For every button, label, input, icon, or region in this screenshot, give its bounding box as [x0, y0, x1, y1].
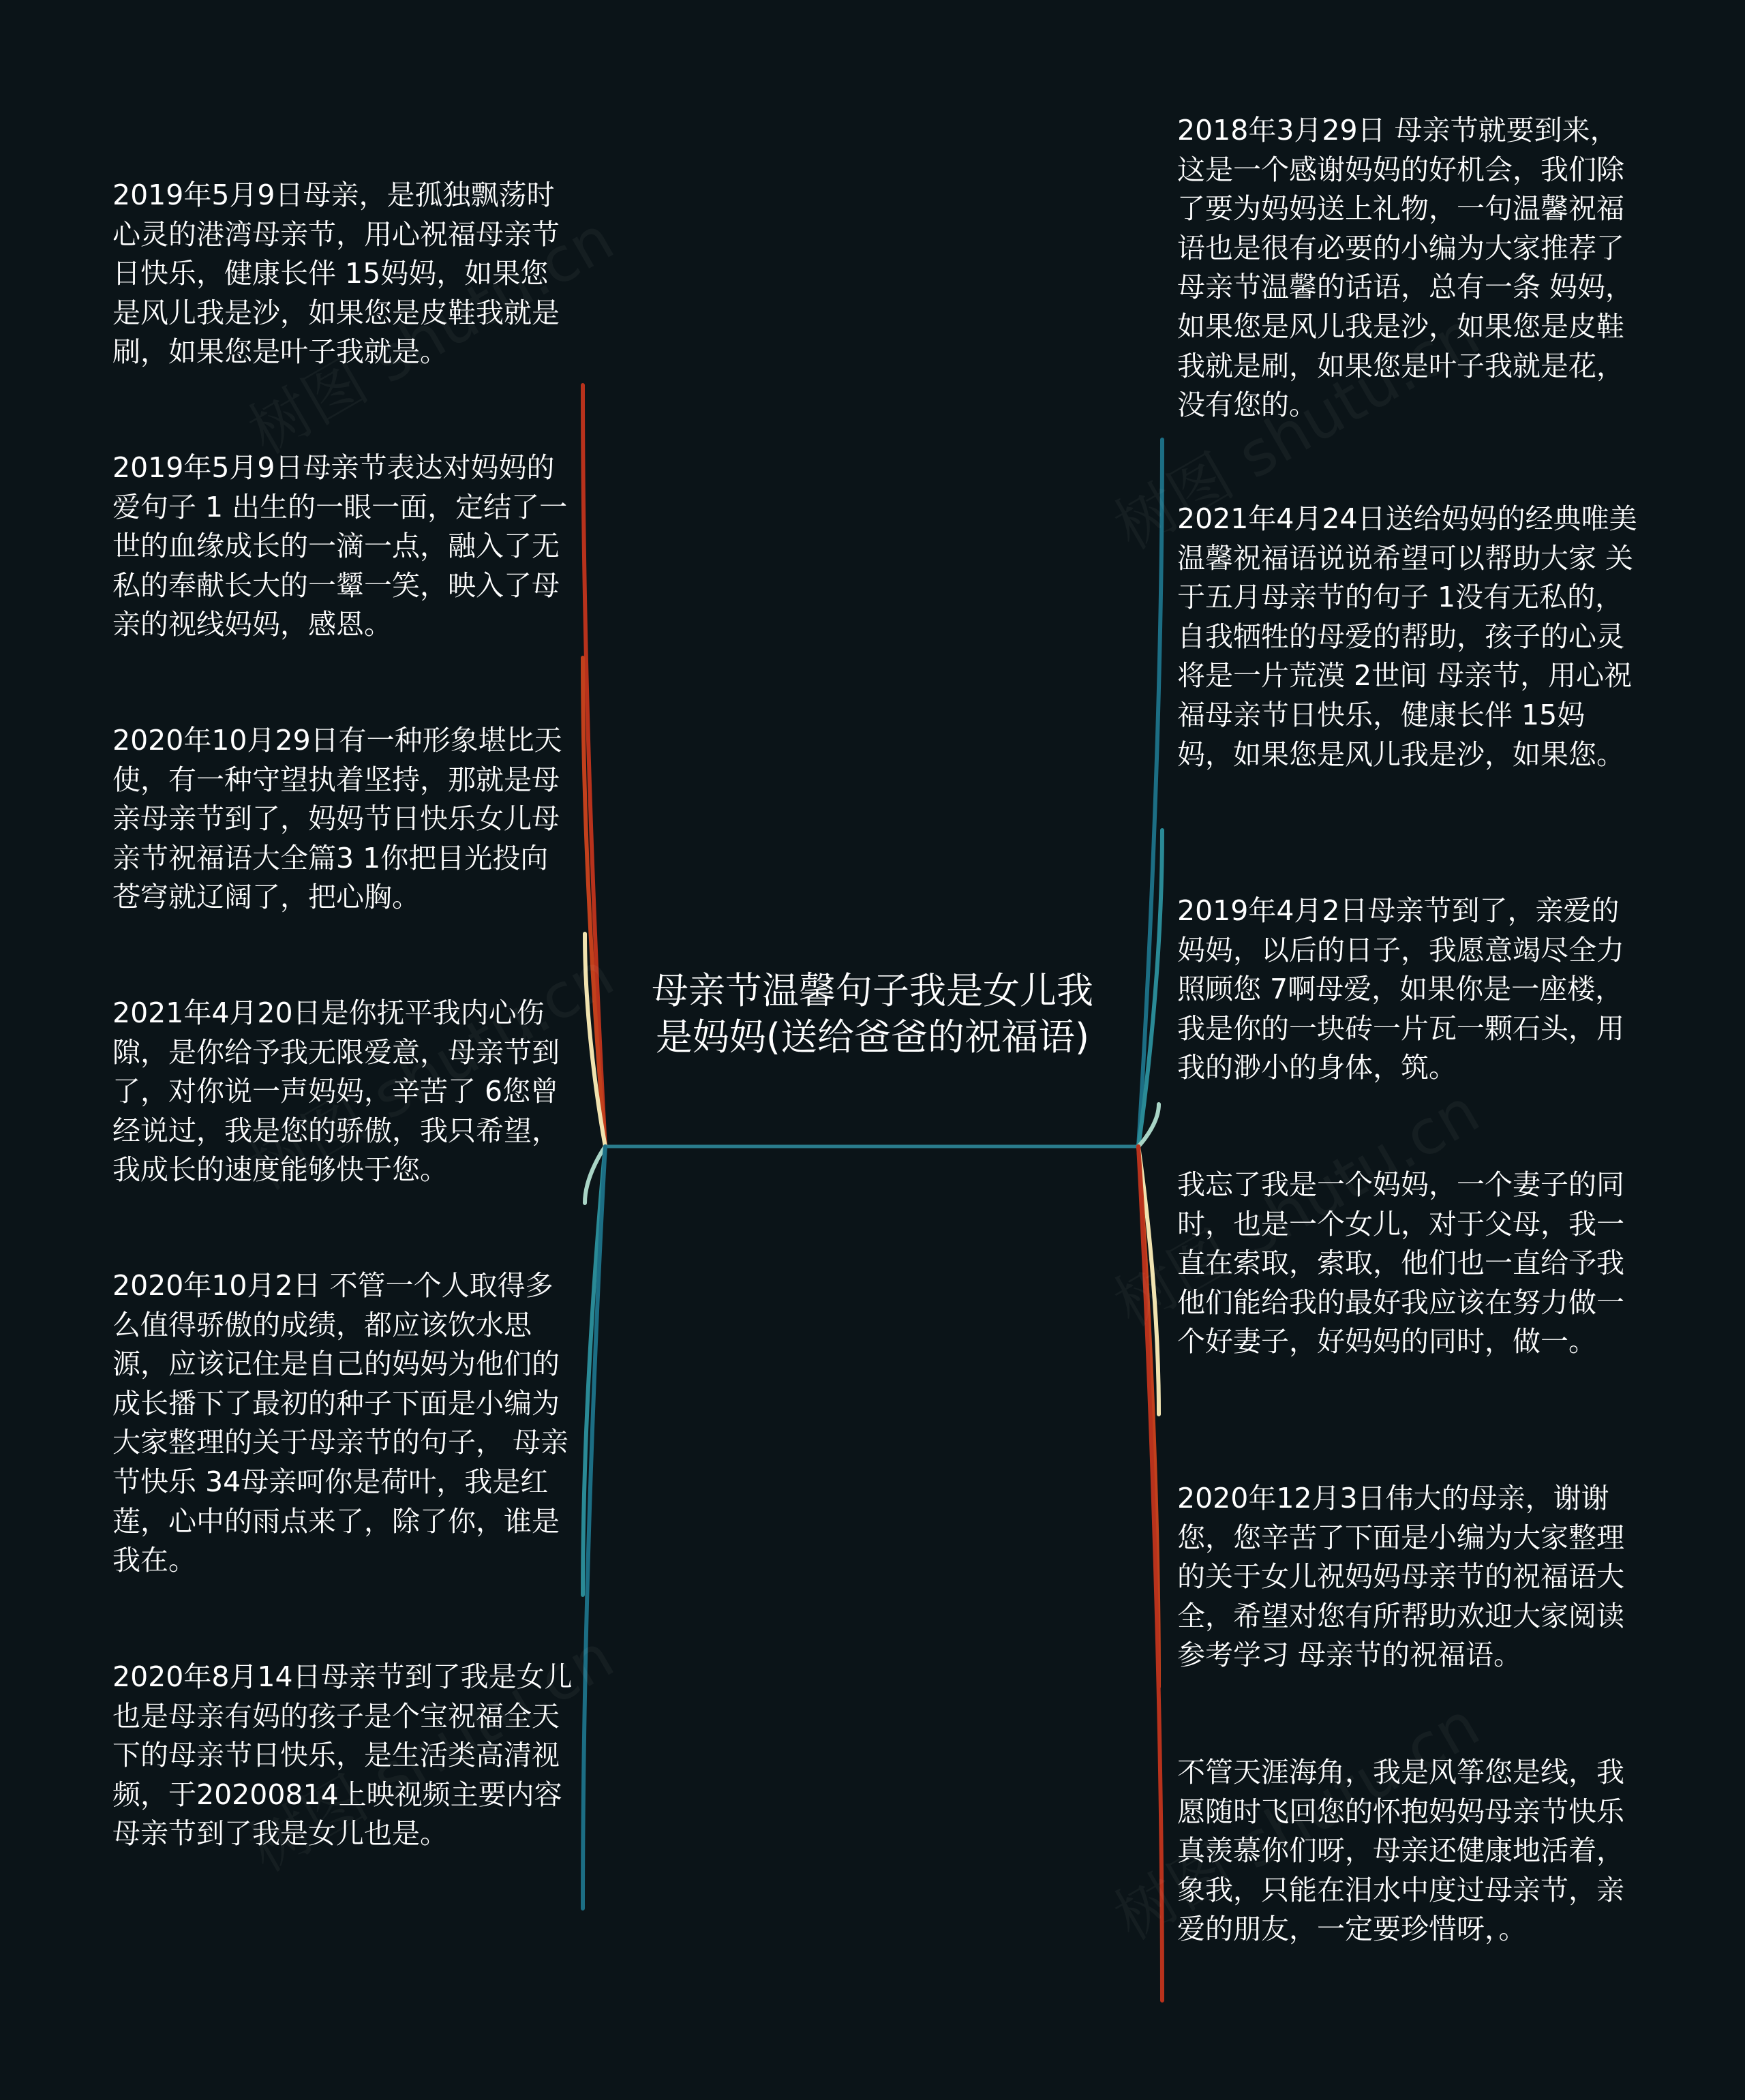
- right-node-3[interactable]: 2019年4月2日母亲节到了，亲爱的妈妈，以后的日子，我愿意竭尽全力照顾您 7啊母爱，如果你是一座楼，我是你的一块砖一片瓦一颗石头，用我的渺小的身体，筑。: [1177, 894, 1624, 1084]
- right-node-1[interactable]: 2018年3月29日 母亲节就要到来，这是一个感谢妈妈的好机会，我们除了要为妈妈送上礼物，一句温馨祝福语也是很有必要的小编为大家推荐了母亲节温馨的话语，总有一条 妈妈，如果您是风儿我是沙，如果您是皮鞋我就是刷，如果您是叶子我就是花，没有您的。: [1177, 114, 1634, 422]
- right-node-2[interactable]: 2021年4月24日送给妈妈的经典唯美温馨祝福语说说希望可以帮助大家 关于五月母亲节的句子 1没有无私的，自我牺牲的母爱的帮助，孩子的心灵将是一片荒漠 2世间 母亲节，用心祝福母亲节日快乐，健康长伴 15妈妈，如果您是风儿我是沙，如果您。: [1177, 502, 1637, 771]
- left-node-3[interactable]: 2020年10月29日有一种形象堪比天使，有一种守望执着坚持，那就是母亲母亲节到了，妈妈节日快乐女儿母亲节祝福语大全篇3 1你把目光投向苍穹就辽阔了，把心胸。: [112, 724, 562, 914]
- left-node-2[interactable]: 2019年5月9日母亲节表达对妈妈的爱句子 1 出生的一眼一面，定结了一世的血缘成长的一滴一点，融入了无私的奉献长大的一颦一笑，映入了母亲的视线妈妈，感恩。: [112, 451, 568, 641]
- right-node-6[interactable]: 不管天涯海角，我是风筝您是线，我愿随时飞回您的怀抱妈妈母亲节快乐 真羡慕你们呀，母亲还健康地活着，象我，只能在泪水中度过母亲节，亲爱的朋友，一定要珍惜呀，。: [1177, 1756, 1634, 1946]
- right-node-5[interactable]: 2020年12月3日伟大的母亲，谢谢您，您辛苦了下面是小编为大家整理的关于女儿祝妈妈母亲节的祝福语大全，希望对您有所帮助欢迎大家阅读参考学习 母亲节的祝福语。: [1177, 1482, 1624, 1672]
- root-node-title[interactable]: 母亲节温馨句子我是女儿我是妈妈(送给爸爸的祝福语): [652, 969, 1093, 1059]
- left-node-1[interactable]: 2019年5月9日母亲，是孤独飘荡时心灵的港湾母亲节，用心祝福母亲节日快乐，健康长伴 15妈妈，如果您是风儿我是沙，如果您是皮鞋我就是刷，如果您是叶子我就是。: [112, 179, 560, 369]
- left-node-6[interactable]: 2020年8月14日母亲节到了我是女儿也是母亲有妈的孩子是个宝祝福全天下的母亲节日快乐，是生活类高清视频，于20200814上映视频主要内容母亲节到了我是女儿也是。: [112, 1660, 573, 1851]
- right-node-4[interactable]: 我忘了我是一个妈妈，一个妻子的同时，也是一个女儿，对于父母，我一直在索取，索取，他们也一直给予我他们能给我的最好我应该在努力做一个好妻子，好妈妈的同时，做一。: [1177, 1168, 1624, 1358]
- left-node-4[interactable]: 2021年4月20日是你抚平我内心伤隙，是你给予我无限爱意，母亲节到了，对你说一声妈妈，辛苦了 6您曾经说过，我是您的骄傲，我只希望，我成长的速度能够快于您。: [112, 996, 560, 1187]
- left-branch-connector: [583, 385, 605, 1146]
- left-node-5[interactable]: 2020年10月2日 不管一个人取得多么值得骄傲的成绩，都应该饮水思源，应该记住是自己的妈妈为他们的成长播下了最初的种子下面是小编为大家整理的关于母亲节的句子， 母亲节快乐 34母亲呵你是荷叶，我是红莲，心中的雨点来了，除了你，谁是我在。: [112, 1269, 569, 1577]
